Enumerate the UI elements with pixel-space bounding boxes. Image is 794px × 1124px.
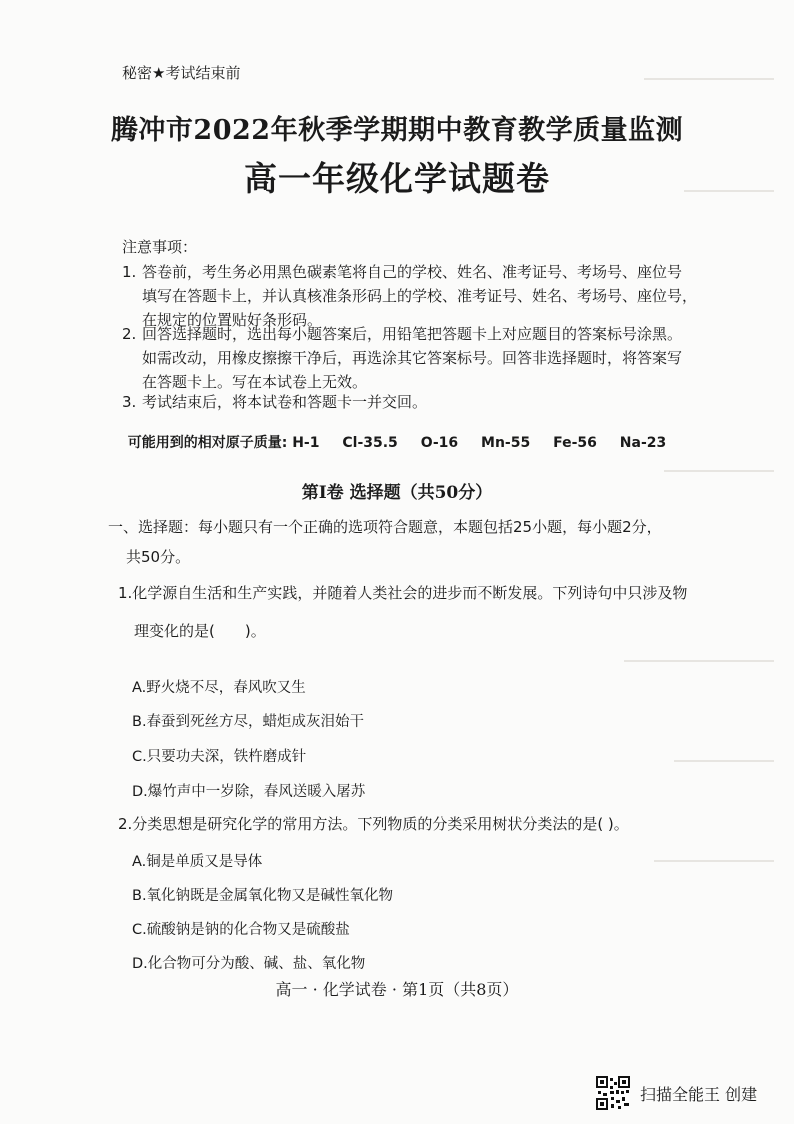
question-2-option-b: B.氧化钠既是金属氧化物又是碱性氧化物 [132, 888, 394, 904]
section-title: 第Ⅰ卷 选择题（共50分） [301, 483, 493, 503]
notice-line: 如需改动，用橡皮擦擦干净后，再选涂其它答案标号。回答非选择题时，将答案写 [142, 349, 683, 367]
question-1-stem [118, 576, 687, 648]
atomic-masses [0, 432, 794, 452]
notice-line: 回答选择题时，选出每小题答案后，用铅笔把答题卡上对应题目的答案标号涂黑。 [142, 325, 683, 343]
question-2-option-c: C.硫酸钠是钠的化合物又是硫酸盐 [132, 922, 350, 938]
atomic-masses-label: 可能用到的相对原子质量: [127, 435, 288, 451]
atomic-mass: Cl-35.5 [342, 435, 398, 451]
question-2-option-d: D.化合物可分为酸、碱、盐、氧化物 [132, 956, 366, 972]
notice-number: 2. [122, 325, 137, 343]
question-1-option-b: B.春蚕到死丝方尽，蜡炬成灰泪始干 [132, 714, 365, 730]
notice-line: 考试结束后，将本试卷和答题卡一并交回。 [142, 393, 428, 411]
atomic-mass: O-16 [420, 435, 459, 451]
notice-number: 3. [122, 393, 137, 411]
question-2-option-a: A.铜是单质又是导体 [132, 854, 263, 870]
question-1-option-c: C.只要功夫深，铁杵磨成针 [132, 749, 307, 765]
scanner-brand: 扫描全能王 创建 [640, 1085, 758, 1104]
atomic-mass: Fe-56 [553, 435, 597, 451]
section-intro-line: 共50分。 [126, 548, 191, 566]
qr-code-icon [596, 1076, 630, 1110]
question-1-option-d: D.爆竹声中一岁除，春风送暖入屠苏 [132, 784, 366, 800]
secret-label: 秘密★考试结束前 [122, 64, 241, 82]
question-stem-line: 1.化学源自生活和生产实践，并随着人类社会的进步而不断发展。下列诗句中只涉及物 [118, 584, 688, 602]
atomic-mass: H-1 [292, 435, 320, 451]
exam-title: 腾冲市2022年秋季学期期中教育教学质量监测 [110, 115, 684, 146]
section-intro-line: 一、选择题：每小题只有一个正确的选项符合题意，本题包括25小题，每小题2分， [108, 518, 662, 536]
question-2-stem: 2.分类思想是研究化学的常用方法。下列物质的分类采用树状分类法的是( )。 [118, 815, 629, 833]
page-footer: 高一 · 化学试卷 · 第1页（共8页） [275, 980, 519, 999]
exam-subtitle: 高一年级化学试题卷 [244, 159, 550, 198]
notice-line: 填写在答题卡上，并认真核准条形码上的学校、准考证号、姓名、考场号、座位号， [142, 287, 698, 305]
notice-line: 在规定的位置贴好条形码。 [142, 311, 323, 329]
notice-line: 在答题卡上。写在本试卷上无效。 [142, 373, 368, 391]
notice-line: 答卷前，考生务必用黑色碳素笔将自己的学校、姓名、准考证号、考场号、座位号 [142, 263, 683, 281]
notice-number: 1. [122, 263, 137, 281]
question-stem-line: 理变化的是( )。 [134, 622, 266, 640]
notice-heading: 注意事项： [122, 238, 198, 256]
notice-item-3 [122, 390, 427, 414]
notice-item-2 [122, 322, 682, 394]
atomic-mass: Na-23 [619, 435, 667, 451]
question-1-option-a: A.野火烧不尽，春风吹又生 [132, 680, 306, 696]
section-intro [108, 512, 662, 572]
atomic-mass: Mn-55 [481, 435, 531, 451]
